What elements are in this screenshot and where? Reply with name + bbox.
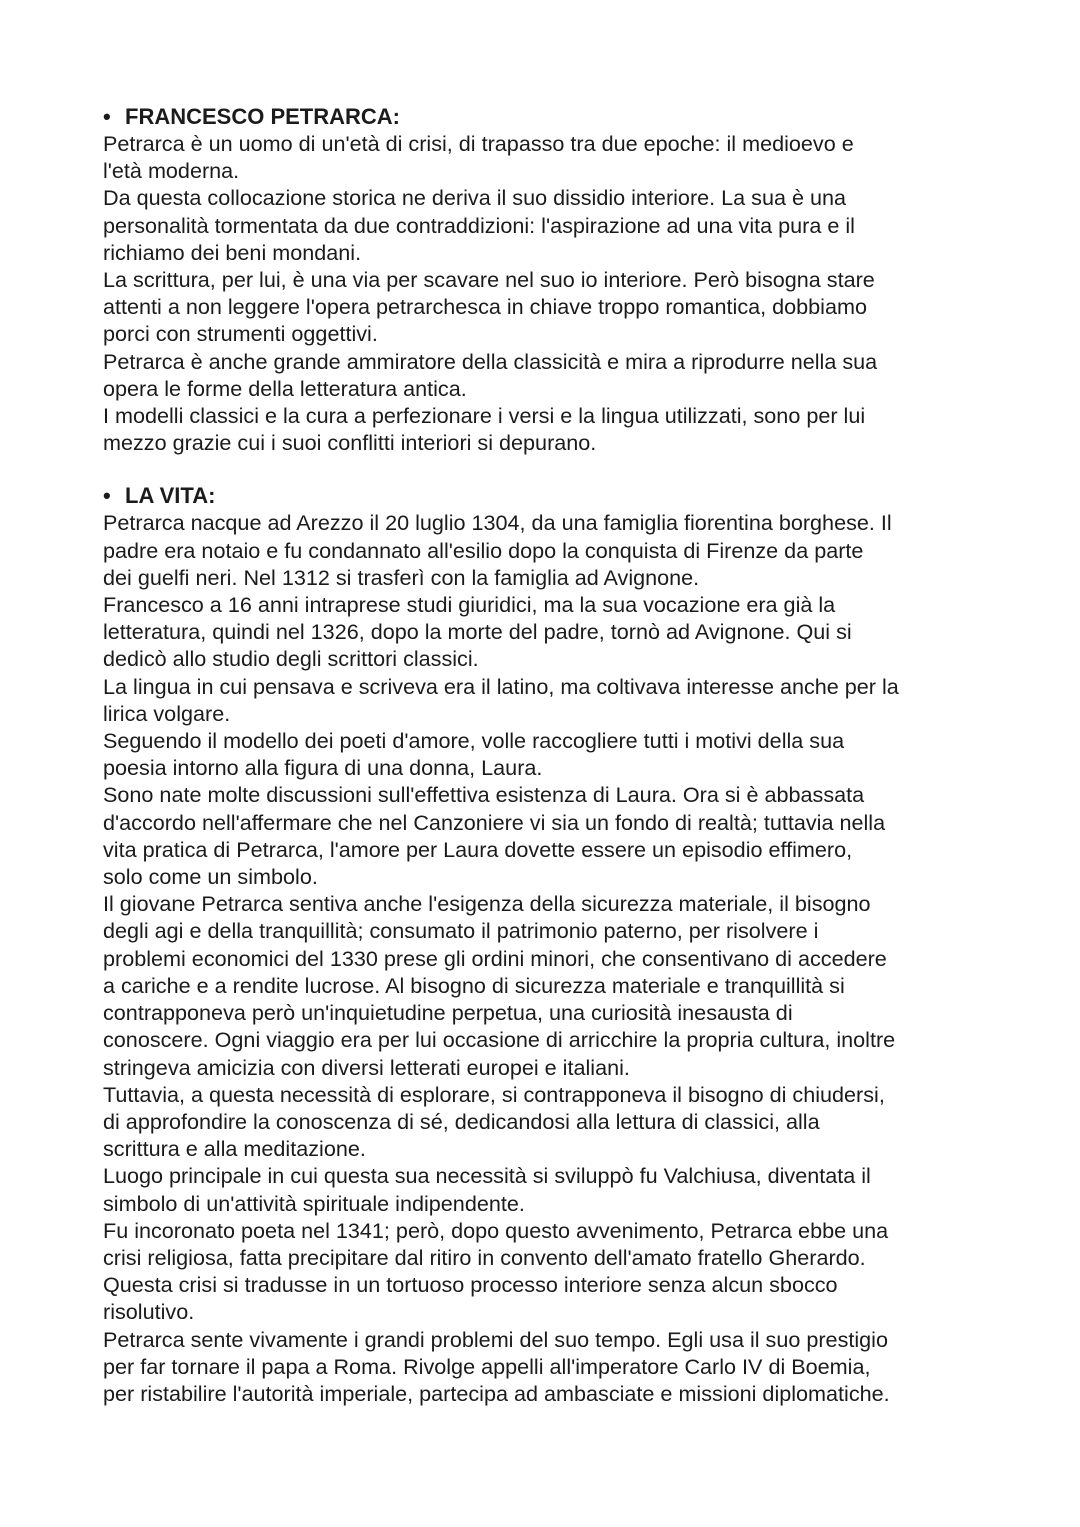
text-line: Petrarca è anche grande ammiratore della classicità e mira a riprodurre nella sua xyxy=(103,348,878,374)
text-line: Fu incoronato poeta nel 1341; però, dopo questo avvenimento, Petrarca ebbe una xyxy=(103,1217,889,1243)
text-line: I modelli classici e la cura a perfezionare i versi e la lingua utilizzati, sono per lui xyxy=(103,403,866,429)
text-line: risolutivo. xyxy=(103,1299,195,1325)
text-line: dei guelfi neri. Nel 1312 si trasferì con la famiglia ad Avignone. xyxy=(103,564,700,590)
paragraph xyxy=(103,348,993,402)
text-line: conoscere. Ogni viaggio era per lui occasione di arricchire la propria cultura, inoltre xyxy=(103,1027,896,1053)
paragraph xyxy=(103,1271,993,1325)
text-line: attenti a non leggere l'opera petrarchesca in chiave troppo romantica, dobbiamo xyxy=(103,294,867,320)
text-line: scrittura e alla meditazione. xyxy=(103,1136,366,1162)
text-line: a cariche e a rendite lucrose. Al bisogno di sicurezza materiale e tranquillità si xyxy=(103,972,845,998)
text-line: solo come un simbolo. xyxy=(103,864,318,890)
heading-text: LA VITA: xyxy=(125,483,216,509)
paragraph xyxy=(103,184,993,266)
text-line: simbolo di un'attività spirituale indipendente. xyxy=(103,1190,525,1216)
text-line: personalità tormentata da due contraddizioni: l'aspirazione ad una vita pura e il xyxy=(103,212,855,238)
text-line: letteratura, quindi nel 1326, dopo la morte del padre, tornò ad Avignone. Qui si xyxy=(103,619,852,645)
text-line: crisi religiosa, fatta precipitare dal ritiro in convento dell'amato fratello Gherardo. xyxy=(103,1244,866,1270)
text-line: di approfondire la conoscenza di sé, dedicandosi alla lettura di classici, alla xyxy=(103,1108,820,1134)
paragraph xyxy=(103,1162,993,1216)
text-line: dedicò allo studio degli scrittori classici. xyxy=(103,646,479,672)
text-line: contrapponeva però un'inquietudine perpetua, una curiosità inesausta di xyxy=(103,1000,793,1026)
section-francesco-petrarca xyxy=(103,103,993,456)
paragraph xyxy=(103,509,993,591)
text-line: poesia intorno alla figura di una donna, Laura. xyxy=(103,755,543,781)
paragraph xyxy=(103,1217,993,1271)
paragraph xyxy=(103,402,993,456)
text-line: degli agi e della tranquillità; consumato il patrimonio paterno, per risolvere i xyxy=(103,918,819,944)
text-line: La scrittura, per lui, è una via per scavare nel suo io interiore. Però bisogna stare xyxy=(103,267,875,293)
bullet-icon: • xyxy=(103,483,111,509)
text-line: per ristabilire l'autorità imperiale, partecipa ad ambasciate e missioni diplomatiche. xyxy=(103,1380,890,1406)
heading-text: FRANCESCO PETRARCA: xyxy=(125,104,400,129)
text-line: stringeva amicizia con diversi letterati europei e italiani. xyxy=(103,1054,630,1080)
text-line: per far tornare il papa a Roma. Rivolge appelli all'imperatore Carlo IV di Boemia, xyxy=(103,1353,871,1379)
paragraph xyxy=(103,1326,993,1408)
bullet-icon: • xyxy=(103,104,111,129)
text-line: vita pratica di Petrarca, l'amore per Laura dovette essere un episodio effimero, xyxy=(103,836,853,862)
text-line: Luogo principale in cui questa sua necessità si sviluppò fu Valchiusa, diventata il xyxy=(103,1163,871,1189)
text-line: mezzo grazie cui i suoi conflitti interiori si depurano. xyxy=(103,430,597,456)
text-line: padre era notaio e fu condannato all'esilio dopo la conquista di Firenze da parte xyxy=(103,537,864,563)
text-line: problemi economici del 1330 prese gli ordini minori, che consentivano di accedere xyxy=(103,945,887,971)
text-line: La lingua in cui pensava e scriveva era il latino, ma coltivava interesse anche per la xyxy=(103,673,899,699)
paragraph xyxy=(103,727,993,781)
text-line: porci con strumenti oggettivi. xyxy=(103,321,378,347)
text-line: lirica volgare. xyxy=(103,700,231,726)
text-line: Petrarca è un uomo di un'età di crisi, di trapasso tra due epoche: il medioevo e xyxy=(103,131,854,156)
paragraph xyxy=(103,781,993,890)
document-body xyxy=(103,103,993,1407)
text-line: d'accordo nell'affermare che nel Canzoniere vi sia un fondo di realtà; tuttavia nella xyxy=(103,809,886,835)
text-line: Da questa collocazione storica ne deriva il suo dissidio interiore. La sua è una xyxy=(103,185,847,211)
text-line: Tuttavia, a questa necessità di esplorare, si contrapponeva il bisogno di chiudersi, xyxy=(103,1081,885,1107)
section-heading xyxy=(103,103,993,130)
text-line: Questa crisi si tradusse in un tortuoso processo interiore senza alcun sbocco xyxy=(103,1272,838,1298)
paragraph xyxy=(103,266,993,348)
text-line: Seguendo il modello dei poeti d'amore, volle raccogliere tutti i motivi della sua xyxy=(103,728,845,754)
section-la-vita xyxy=(103,482,993,1407)
paragraph xyxy=(103,591,993,673)
text-line: Il giovane Petrarca sentiva anche l'esigenza della sicurezza materiale, il bisogno xyxy=(103,891,871,917)
text-line: l'età moderna. xyxy=(103,158,240,184)
section-heading xyxy=(103,482,993,509)
text-line: richiamo dei beni mondani. xyxy=(103,239,362,265)
text-line: Sono nate molte discussioni sull'effettiva esistenza di Laura. Ora si è abbassata xyxy=(103,782,865,808)
text-line: Francesco a 16 anni intraprese studi giuridici, ma la sua vocazione era già la xyxy=(103,592,836,618)
paragraph xyxy=(103,673,993,727)
text-line: Petrarca sente vivamente i grandi problemi del suo tempo. Egli usa il suo prestigio xyxy=(103,1326,888,1352)
paragraph xyxy=(103,1081,993,1163)
paragraph xyxy=(103,890,993,1080)
paragraph xyxy=(103,130,993,184)
text-line: Petrarca nacque ad Arezzo il 20 luglio 1304, da una famiglia fiorentina borghese. Il xyxy=(103,510,892,536)
text-line: opera le forme della letteratura antica. xyxy=(103,375,467,401)
